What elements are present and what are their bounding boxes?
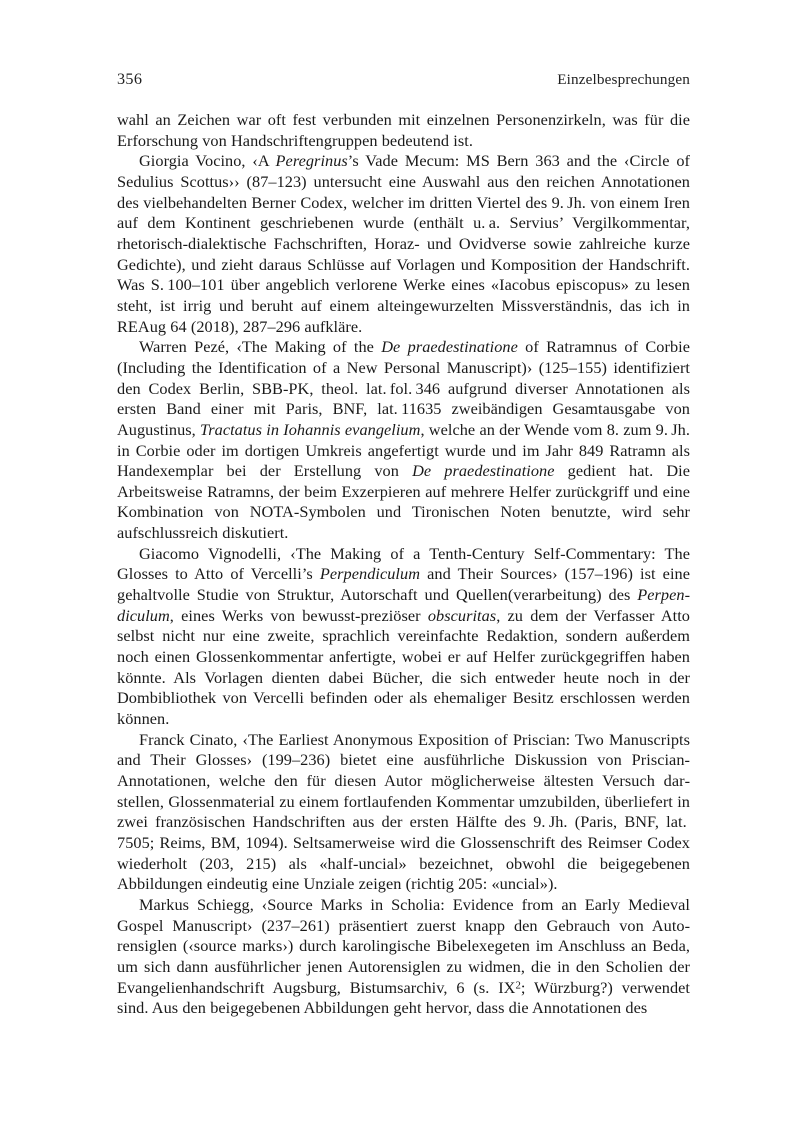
- page-number: 356: [117, 70, 143, 88]
- superscript-century-qualifier: 2: [515, 979, 521, 992]
- paragraph-vocino: Giorgia Vocino, ‹A Peregrinus’s Vade Mecum: MS Bern 363 and the ‹Circle of Sedulius Scottus›› (87–123) untersucht eine Auswahl aus den reichen Annotationen des vielbehandelten Berner Codex, welcher im dritten Viertel des 9. Jh. von einem Iren auf dem Kontinent geschriebenen wurde (enthält u. a. Servius’ Vergilkommentar, rhetorisch-dialektische Fachschriften, Horaz- und Ovidverse sowie zahlreiche kurze Gedichte), und zieht daraus Schlüsse auf Vorlagen und Komposition der Handschrift. Was S. 100–101 über angeblich verlorene Werke eines «Iacobus episcopus» zu lesen steht, ist irrig und beruht auf einem alteingewurzelten Missverständnis, das ich in REAug 64 (2018), 287–296 aufkläre.: [117, 151, 690, 336]
- body-text-block: [117, 110, 690, 1019]
- title-italic-perpendiculum-2: Perpendiculum: [117, 585, 690, 625]
- running-head-title: Einzelbesprechungen: [557, 71, 690, 88]
- title-italic-peregrinus: Peregrinus: [275, 151, 348, 171]
- paragraph-peze: Warren Pezé, ‹The Making of the De praedestinatione of Ratramnus of Corbie (Including the Identification of a New Personal Manuscript)› (125–155) identifiziert den Codex Berlin, SBB-PK, theol. lat. fol. 346 aufgrund diverser Annotationen als ersten Band einer mit Paris, BNF, lat. 11635 zweibändigen Gesamtausgabe von Augustinus, Tractatus in Iohannis evangelium, welche an der Wende vom 8. zum 9. Jh. in Corbie oder im dortigen Umkreis angefertigt wurde und im Jahr 849 Ratramn als Handexemplar bei der Erstellung von De praedestinatione gedient hat. Die Arbeitsweise Ratramns, der beim Exzerpieren auf mehrere Helfer zurückgriff und eine Kombination von NOTA-Symbolen und Tironischen Noten benutzte, wird sehr aufschlussreich diskutiert.: [117, 337, 690, 543]
- paragraph-schiegg: Markus Schiegg, ‹Source Marks in Scholia: Evidence from an Early Medieval Gospel Manuscript› (237–261) präsentiert zuerst knapp den Gebrauch von Autorensiglen (‹source marks›) durch karolingische Bibelexegeten im Anschluss an Beda, um sich dann ausführlicher jenen Autorensiglen zu widmen, die in den Scholien der Evangelienhandschrift Augsburg, Bistumsarchiv, 6 (s. $IX^2$; Würzburg?) verwendet sind. Aus den beigegebenen Abbildungen geht hervor, dass die Annotationen des: [117, 894, 690, 1018]
- title-italic-perpendiculum-1: Perpendiculum: [319, 564, 420, 584]
- paragraph-cinato: Franck Cinato, ‹The Earliest Anonymous Exposition of Priscian: Two Manuscripts and Their Glosses› (199–236) bietet eine ausführliche Diskussion von Priscian-Annotationen, welche den für diesen Autor möglicherweise ältesten Versuch darstellen, Glossenmaterial zu einem fortlaufenden Kommentar umzubilden, überliefert in zwei französischen Handschriften aus der ersten Hälfte des 9. Jh. (Paris, BNF, lat. 7505; Reims, BM, 1094). Seltsamerweise wird die Glossenschrift des Reimser Codex wiederholt (203, 215) als «half-uncial» bezeichnet, obwohl die beigegebenen Abbildungen eindeutig eine Unziale zeigen (richtig 205: «uncial»).: [117, 729, 690, 894]
- title-italic-de-praedestinatione-1: De praedestinatione: [381, 337, 518, 357]
- paragraph-vignodelli: Giacomo Vignodelli, ‹The Making of a Tenth-Century Self-Commentary: The Glosses to Atto of Vercelli’s Perpendiculum and Their Sources› (157–196) ist eine gehaltvolle Studie von Struktur, Autorschaft und Quellen(verarbeitung) des Perpendiculum, eines Werks von bewusst-preziöser obscuritas, zu dem der Verfasser Atto selbst nicht nur eine zweite, sprachlich vereinfachte Redaktion, sondern außerdem noch einen Glossenkommentar anfertigte, wobei er auf Helfer zurückgegriffen haben könnte. Als Vorlagen dienten dabei Bücher, die sich entweder heute noch in der Dombibliothek von Vercelli befinden oder als ehemaliger Besitz erschlossen werden können.: [117, 543, 690, 729]
- paragraph-continuation: wahl an Zeichen war oft fest verbunden mit einzelnen Personenzirkeln, was für die Erforschung von Handschriftengruppen bedeutend ist.: [117, 110, 690, 150]
- title-italic-de-praedestinatione-2: De praedestinatione: [412, 461, 555, 481]
- title-italic-tractatus: Tractatus in Iohannis evangelium: [200, 419, 421, 439]
- running-head: [117, 70, 690, 89]
- term-italic-obscuritas: obscuritas: [427, 605, 497, 625]
